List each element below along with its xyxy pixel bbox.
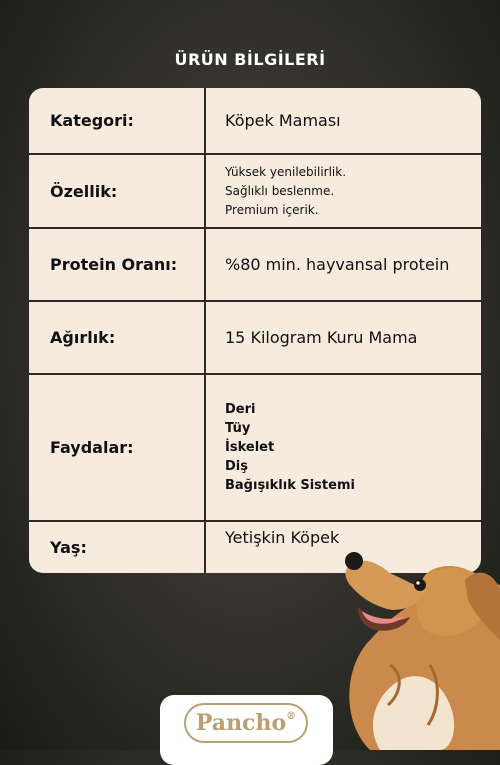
benefits-list xyxy=(225,400,355,495)
list-item: Tüy xyxy=(225,421,251,436)
brand-logo xyxy=(160,695,333,765)
row-label: Özellik: xyxy=(50,181,118,201)
row-value: Köpek Maması xyxy=(225,111,341,130)
list-item: Bağışıklık Sistemi xyxy=(225,478,355,493)
row-label: Yaş: xyxy=(50,538,87,557)
logo-text: Pancho xyxy=(195,710,287,736)
table-row-protein xyxy=(29,229,481,302)
row-label: Kategori: xyxy=(50,111,134,130)
row-label: Faydalar: xyxy=(50,438,134,457)
feature-list xyxy=(225,163,346,220)
list-item: Premium içerik. xyxy=(225,202,319,217)
row-value: %80 min. hayvansal protein xyxy=(225,255,450,274)
list-item: İskelet xyxy=(225,440,275,455)
table-row-feature xyxy=(29,155,481,229)
list-item: Sağlıklı beslenme. xyxy=(225,183,335,198)
row-label: Ağırlık: xyxy=(50,328,116,347)
row-label: Protein Oranı: xyxy=(50,255,178,274)
logo-trademark: ® xyxy=(286,711,297,722)
product-info-table xyxy=(29,88,481,573)
table-row-benefits xyxy=(29,375,481,522)
logo-badge xyxy=(184,703,308,743)
row-value: 15 Kilogram Kuru Mama xyxy=(225,328,418,347)
list-item: Deri xyxy=(225,402,256,417)
list-item: Yüksek yenilebilirlik. xyxy=(225,164,347,179)
dog-photo xyxy=(330,545,500,750)
table-row-category xyxy=(29,88,481,155)
page-title: ÜRÜN BİLGİLERİ xyxy=(174,50,326,69)
list-item: Diş xyxy=(225,459,248,474)
table-row-weight xyxy=(29,302,481,375)
row-value: Yetişkin Köpek xyxy=(225,528,340,547)
